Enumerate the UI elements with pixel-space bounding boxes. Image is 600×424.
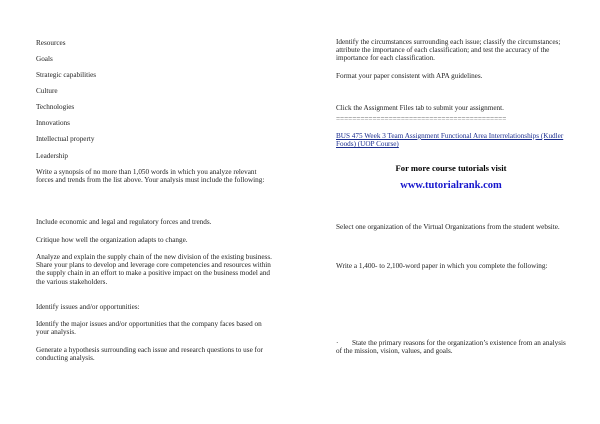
- separator-line: ==========================================: [336, 115, 507, 123]
- forces-paragraph: Include economic and legal and regulatory forces and trends.: [36, 218, 212, 226]
- list-item-leadership: Leadership: [36, 152, 68, 160]
- submit-paragraph: Click the Assignment Files tab to submit your assignment.: [336, 104, 504, 112]
- supply-chain-paragraph: Analyze and explain the supply chain of the new division of the existing business. Share your plans to develop and leverage core competencies and resources within the supply chain in an effort to make a positive impact on the business model and the various stakeholders.: [36, 253, 272, 286]
- bullet-marker: ·: [336, 339, 339, 347]
- course-link[interactable]: BUS 475 Week 3 Team Assignment Functional Area Interrelationships (Kudler Foods) (UOP Course): [336, 132, 564, 149]
- promo-url[interactable]: www.tutorialrank.com: [400, 180, 502, 191]
- list-item-intellectual-property: Intellectual property: [36, 135, 95, 143]
- circumstances-paragraph: Identify the circumstances surrounding each issue; classify the circumstances; attribute the importance of each classification; and test the accuracy of the importance for each classification.: [336, 38, 561, 63]
- list-item-culture: Culture: [36, 87, 58, 95]
- list-item-technologies: Technologies: [36, 103, 75, 111]
- state-reasons-paragraph: State the primary reasons for the organization’s existence from an analysis of the mission, vision, values, and goals.: [336, 339, 566, 356]
- write-paper-paragraph: Write a 1,400- to 2,100-word paper in which you complete the following:: [336, 262, 548, 270]
- select-org-paragraph: Select one organization of the Virtual Organizations from the student website.: [336, 223, 560, 231]
- critique-paragraph: Critique how well the organization adapts to change.: [36, 236, 188, 244]
- list-item-goals: Goals: [36, 55, 53, 63]
- format-paragraph: Format your paper consistent with APA guidelines.: [336, 72, 483, 80]
- list-item-resources: Resources: [36, 39, 66, 47]
- synopsis-paragraph: Write a synopsis of no more than 1,050 words in which you analyze relevant forces and trends from the list above. Your analysis must include the following:: [36, 168, 265, 185]
- identify-issues-heading: Identify issues and/or opportunities:: [36, 303, 140, 311]
- list-item-innovations: Innovations: [36, 119, 70, 127]
- major-issues-paragraph: Identify the major issues and/or opportunities that the company faces based on your analysis.: [36, 320, 262, 337]
- promo-text: For more course tutorials visit: [395, 163, 507, 173]
- list-item-strategic-capabilities: Strategic capabilities: [36, 71, 97, 79]
- hypothesis-paragraph: Generate a hypothesis surrounding each issue and research questions to use for conducting analysis.: [36, 346, 263, 363]
